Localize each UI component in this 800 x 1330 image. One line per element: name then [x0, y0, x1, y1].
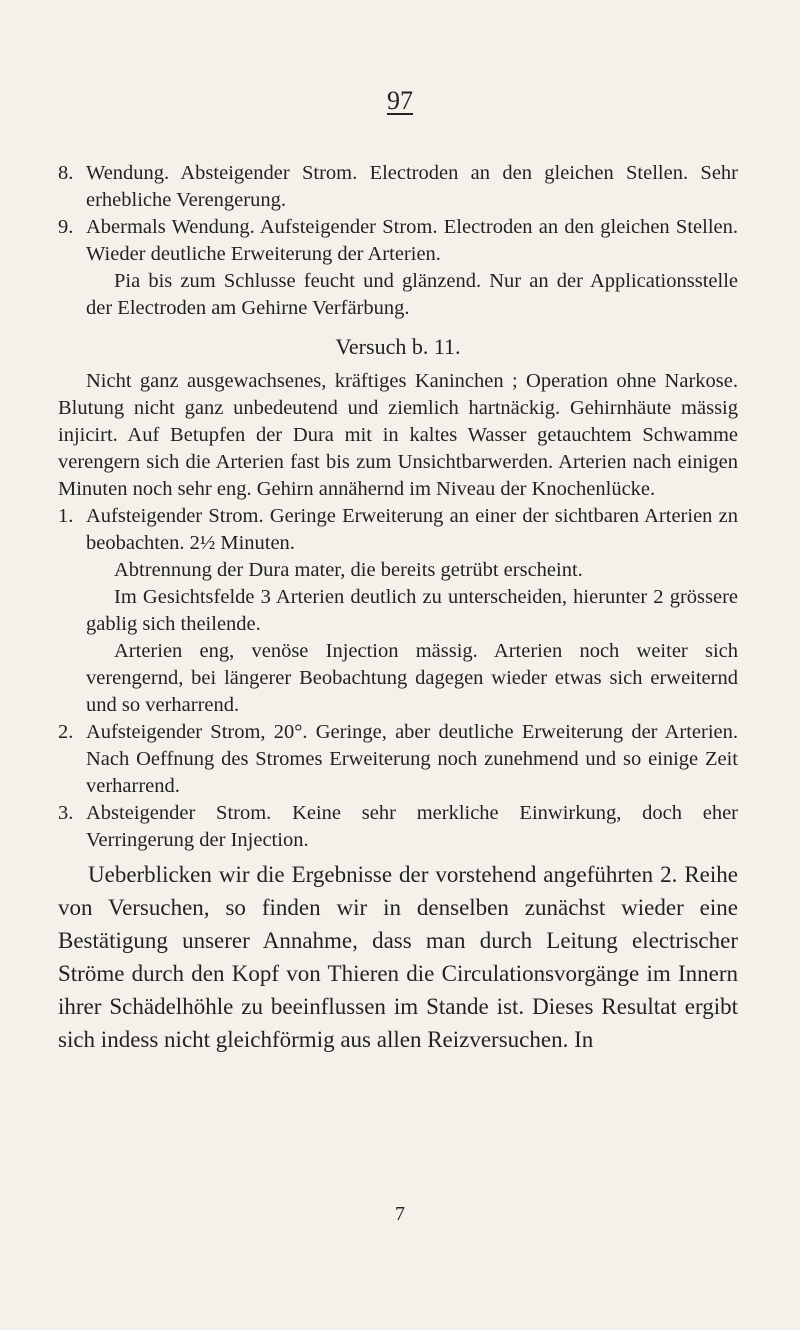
- list-item: [58, 719, 738, 800]
- item-number: 8.: [58, 162, 74, 184]
- item-number: 9.: [58, 216, 74, 238]
- page-content: [58, 160, 738, 1056]
- list-item: [58, 214, 738, 268]
- list-item: [58, 160, 738, 214]
- sub-paragraph: Arterien eng, venöse Injection mässig. Arterien noch weiter sich verengernd, bei längerer Beobachtung dagegen wieder etwas sich erweiternd und so verharrend.: [86, 640, 738, 716]
- conclusion-paragraph: Ueberblicken wir die Ergebnisse der vorstehend angeführten 2. Reihe von Versuchen, so finden wir in denselben zunächst wieder eine Bestätigung unserer Annahme, dass man durch Leitung electrischer Ströme durch den Kopf von Thieren die Circulationsvorgänge im Innern ihrer Schädelhöhle zu beeinflussen im Stande ist. Dieses Resultat ergibt sich indess nicht gleichförmig aus allen Reizversuchen. In: [58, 862, 738, 1052]
- item-number: 1.: [58, 505, 74, 527]
- item-text: Abermals Wendung. Aufsteigender Strom. Electroden an den gleichen Stellen. Wieder deutliche Erweiterung der Arterien.: [86, 216, 738, 265]
- item-text: Wendung. Absteigender Strom. Electroden an den gleichen Stellen. Sehr erhebliche Verengerung.: [86, 162, 738, 211]
- list-item: [58, 800, 738, 854]
- signature-mark: 7: [395, 1203, 405, 1225]
- page-number: 97: [387, 86, 413, 115]
- pia-note: Pia bis zum Schlusse feucht und glänzend. Nur an der Applicationsstelle der Electroden am Gehirne Verfärbung.: [86, 270, 738, 319]
- item-text: Aufsteigender Strom, 20°. Geringe, aber deutliche Erweiterung der Arterien. Nach Oeffnung des Stromes Erweiterung noch zunehmend und so einige Zeit verharrend.: [86, 721, 738, 797]
- list-item: [58, 503, 738, 557]
- item-text: Aufsteigender Strom. Geringe Erweiterung an einer der sichtbaren Arterien zn beobachten. 2½ Minuten.: [86, 505, 738, 554]
- sub-paragraph: Im Gesichtsfelde 3 Arterien deutlich zu unterscheiden, hierunter 2 grössere gablig sich theilende.: [86, 586, 738, 635]
- section-heading: Versuch b. 11.: [335, 334, 461, 359]
- item-text: Absteigender Strom. Keine sehr merkliche Einwirkung, doch eher Verringerung der Injection.: [86, 802, 738, 851]
- item-number: 2.: [58, 721, 74, 743]
- item-number: 3.: [58, 802, 74, 824]
- experiment-description: Nicht ganz ausgewachsenes, kräftiges Kaninchen ; Operation ohne Narkose. Blutung nicht ganz unbedeutend und ziemlich hartnäckig. Gehirnhäute mässig injicirt. Auf Betupfen der Dura mit in kaltes Wasser getauchtem Schwamme verengern sich die Arterien fast bis zum Unsichtbarwerden. Arterien nach einigen Minuten noch sehr eng. Gehirn annähernd im Niveau der Knochenlücke.: [58, 370, 738, 500]
- sub-paragraph: Abtrennung der Dura mater, die bereits getrübt erscheint.: [114, 559, 583, 581]
